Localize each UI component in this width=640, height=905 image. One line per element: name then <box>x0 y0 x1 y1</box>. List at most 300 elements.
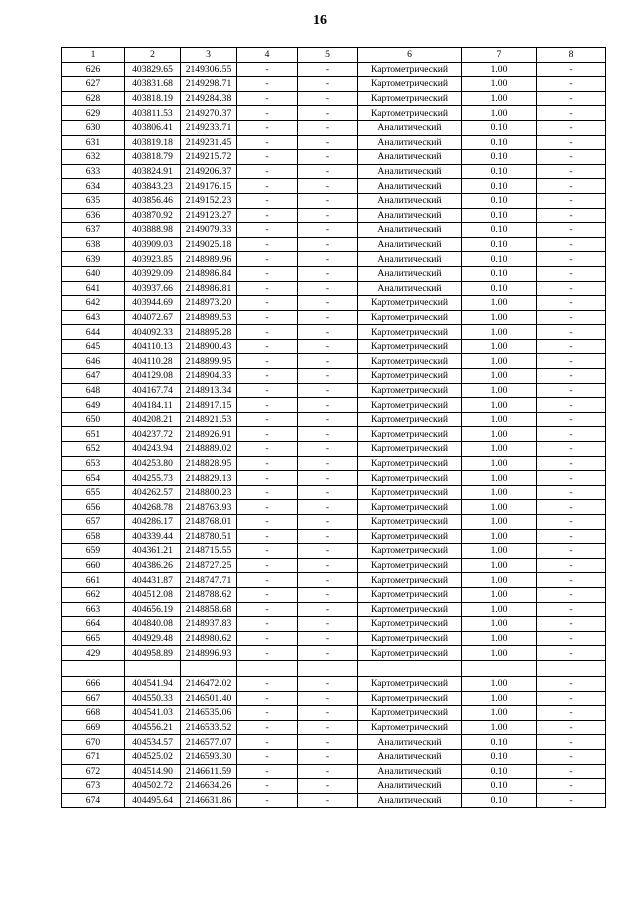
table-cell: 0.10 <box>462 135 537 150</box>
table-cell: 0.10 <box>462 179 537 194</box>
table-cell: - <box>298 135 358 150</box>
page-number: 16 <box>313 13 327 28</box>
table-cell: - <box>298 779 358 794</box>
table-cell: - <box>237 646 298 661</box>
table-cell: - <box>537 310 606 325</box>
table-row <box>62 193 606 208</box>
table-cell: 2148917.15 <box>181 398 237 413</box>
table-row <box>62 325 606 340</box>
table-cell: 1.00 <box>462 515 537 530</box>
table-cell: - <box>298 164 358 179</box>
table-cell: 629 <box>62 106 125 121</box>
table-cell: - <box>298 383 358 398</box>
table-cell: - <box>237 456 298 471</box>
table-cell <box>358 660 462 676</box>
table-row <box>62 120 606 135</box>
table-row <box>62 602 606 617</box>
table-cell: 0.10 <box>462 266 537 281</box>
table-cell: - <box>537 237 606 252</box>
table-cell: 403909.03 <box>125 237 181 252</box>
table-cell: 666 <box>62 676 125 691</box>
table-cell: - <box>537 427 606 442</box>
table-cell: 403937.66 <box>125 281 181 296</box>
table-cell: 1.00 <box>462 500 537 515</box>
table-row <box>62 237 606 252</box>
table-cell: 2148937.83 <box>181 617 237 632</box>
table-cell: - <box>537 706 606 721</box>
table-cell: Аналитический <box>358 150 462 165</box>
table-row <box>62 793 606 808</box>
table-cell: 0.10 <box>462 208 537 223</box>
table-cell: 2148986.84 <box>181 266 237 281</box>
table-row <box>62 515 606 530</box>
table-row <box>62 779 606 794</box>
table-cell: 2149298.71 <box>181 77 237 92</box>
table-cell: - <box>237 779 298 794</box>
table-cell: 635 <box>62 193 125 208</box>
table-row <box>62 383 606 398</box>
table-cell: Картометрический <box>358 398 462 413</box>
table-cell: 2148921.53 <box>181 412 237 427</box>
table-cell: 1.00 <box>462 602 537 617</box>
table-cell: 2149215.72 <box>181 150 237 165</box>
table-cell: 404431.87 <box>125 573 181 588</box>
table-cell: 403806.41 <box>125 120 181 135</box>
table-cell: - <box>298 544 358 559</box>
table-cell: 1.00 <box>462 471 537 486</box>
table-cell: - <box>237 164 298 179</box>
table-cell: 663 <box>62 602 125 617</box>
table-cell: - <box>537 764 606 779</box>
table-row <box>62 150 606 165</box>
table-cell: 429 <box>62 646 125 661</box>
table-row <box>62 354 606 369</box>
table-cell: - <box>537 120 606 135</box>
table-cell: - <box>237 515 298 530</box>
table-cell: - <box>537 602 606 617</box>
table-cell: - <box>298 676 358 691</box>
table-cell: - <box>237 281 298 296</box>
table-cell: - <box>298 237 358 252</box>
table-cell: Картометрический <box>358 631 462 646</box>
table-cell: 0.10 <box>462 150 537 165</box>
table-cell: - <box>237 150 298 165</box>
table-row <box>62 179 606 194</box>
table-cell: 404550.33 <box>125 691 181 706</box>
table-cell: Картометрический <box>358 529 462 544</box>
table-cell: 1.00 <box>462 617 537 632</box>
table-cell: 0.10 <box>462 764 537 779</box>
table-cell: - <box>537 720 606 735</box>
table-cell: 641 <box>62 281 125 296</box>
table-cell: 2148829.13 <box>181 471 237 486</box>
table-cell: - <box>298 500 358 515</box>
table-cell: - <box>237 398 298 413</box>
table-cell: 404541.03 <box>125 706 181 721</box>
table-cell: 2146472.02 <box>181 676 237 691</box>
table-cell: 2149284.38 <box>181 91 237 106</box>
table-cell: 404656.19 <box>125 602 181 617</box>
table-cell: - <box>298 412 358 427</box>
table-cell: 1.00 <box>462 720 537 735</box>
table-cell: - <box>298 558 358 573</box>
table-cell: Картометрический <box>358 427 462 442</box>
table-cell: 1.00 <box>462 383 537 398</box>
table-cell: 2148989.53 <box>181 310 237 325</box>
coordinates-table <box>61 47 606 808</box>
table-cell: 2148913.34 <box>181 383 237 398</box>
table-cell: 2149206.37 <box>181 164 237 179</box>
table-cell: - <box>537 281 606 296</box>
table-cell: 2148889.02 <box>181 442 237 457</box>
table-cell: 2149152.23 <box>181 193 237 208</box>
table-cell: Картометрический <box>358 339 462 354</box>
table-cell: 630 <box>62 120 125 135</box>
table-cell: - <box>537 617 606 632</box>
table-cell: 0.10 <box>462 237 537 252</box>
table-cell: 1.00 <box>462 62 537 77</box>
column-header: 6 <box>358 48 462 63</box>
table-cell: - <box>237 412 298 427</box>
table-cell: 638 <box>62 237 125 252</box>
table-cell: - <box>298 91 358 106</box>
table-cell: - <box>298 793 358 808</box>
table-cell: 404184.11 <box>125 398 181 413</box>
table-cell: Картометрический <box>358 676 462 691</box>
table-row <box>62 91 606 106</box>
table-row <box>62 691 606 706</box>
table-cell: 0.10 <box>462 252 537 267</box>
table-cell: Картометрический <box>358 515 462 530</box>
table-cell: 2149079.33 <box>181 223 237 238</box>
table-cell: - <box>237 77 298 92</box>
table-cell: 661 <box>62 573 125 588</box>
table-cell: 2148828.95 <box>181 456 237 471</box>
table-row <box>62 442 606 457</box>
table-cell: Картометрический <box>358 354 462 369</box>
table-cell: 404556.21 <box>125 720 181 735</box>
table-cell: - <box>298 150 358 165</box>
table-cell: - <box>298 339 358 354</box>
table-cell: Картометрический <box>358 587 462 602</box>
table-cell: 404072.67 <box>125 310 181 325</box>
table-cell: - <box>537 77 606 92</box>
table-row <box>62 558 606 573</box>
table-cell: - <box>537 252 606 267</box>
table-cell: - <box>537 106 606 121</box>
table-cell: - <box>237 310 298 325</box>
table-cell: - <box>537 646 606 661</box>
table-cell: 404525.02 <box>125 749 181 764</box>
table-cell: 404268.78 <box>125 500 181 515</box>
table-cell: 0.10 <box>462 735 537 750</box>
table-row <box>62 106 606 121</box>
table-cell: - <box>237 691 298 706</box>
table-cell: - <box>237 120 298 135</box>
table-cell: - <box>237 793 298 808</box>
table-cell: - <box>237 252 298 267</box>
table-row <box>62 266 606 281</box>
table-cell: Аналитический <box>358 208 462 223</box>
table-cell: - <box>537 193 606 208</box>
table-cell: Картометрический <box>358 325 462 340</box>
table-cell: Картометрический <box>358 720 462 735</box>
table-cell: 0.10 <box>462 779 537 794</box>
table-cell: Картометрический <box>358 442 462 457</box>
table-cell: - <box>237 735 298 750</box>
table-row <box>62 735 606 750</box>
table-cell: - <box>537 631 606 646</box>
table-cell <box>237 660 298 676</box>
table-cell: 1.00 <box>462 427 537 442</box>
table-cell: - <box>237 544 298 559</box>
table-cell <box>462 660 537 676</box>
table-cell: Аналитический <box>358 179 462 194</box>
table-cell: 670 <box>62 735 125 750</box>
table-row <box>62 587 606 602</box>
table-cell: 2148895.28 <box>181 325 237 340</box>
table-cell: - <box>237 91 298 106</box>
table-cell: 2148926.91 <box>181 427 237 442</box>
table-cell: Картометрический <box>358 91 462 106</box>
table-cell: 2149176.15 <box>181 179 237 194</box>
table-cell: 403870.92 <box>125 208 181 223</box>
table-row <box>62 252 606 267</box>
table-cell: - <box>298 120 358 135</box>
table-cell <box>125 660 181 676</box>
table-cell: - <box>537 442 606 457</box>
table-row <box>62 135 606 150</box>
table-cell: 662 <box>62 587 125 602</box>
table-cell: - <box>537 544 606 559</box>
table-cell: - <box>237 602 298 617</box>
table-cell: 2148800.23 <box>181 485 237 500</box>
table-cell: 674 <box>62 793 125 808</box>
table-cell: 657 <box>62 515 125 530</box>
table-cell: Аналитический <box>358 164 462 179</box>
table-cell: 2146634.26 <box>181 779 237 794</box>
table-cell: - <box>298 179 358 194</box>
table-cell: 651 <box>62 427 125 442</box>
table-cell: - <box>237 193 298 208</box>
table-cell: 2149025.18 <box>181 237 237 252</box>
table-cell: Аналитический <box>358 135 462 150</box>
table-cell: - <box>298 485 358 500</box>
table-row <box>62 764 606 779</box>
table-row <box>62 164 606 179</box>
table-cell: 404534.57 <box>125 735 181 750</box>
table-cell: - <box>298 310 358 325</box>
table-cell: 403856.46 <box>125 193 181 208</box>
table-cell: - <box>537 91 606 106</box>
table-cell: 634 <box>62 179 125 194</box>
table-cell: 2148989.96 <box>181 252 237 267</box>
table-cell: 404262.57 <box>125 485 181 500</box>
table-cell: - <box>298 529 358 544</box>
table-cell: 2149270.37 <box>181 106 237 121</box>
table-cell: Картометрический <box>358 369 462 384</box>
table-cell: Картометрический <box>358 646 462 661</box>
table-cell: - <box>237 558 298 573</box>
table-cell: - <box>237 296 298 311</box>
table-cell: 403923.85 <box>125 252 181 267</box>
table-cell: - <box>237 631 298 646</box>
table-header-row <box>62 48 606 63</box>
table-cell: Аналитический <box>358 779 462 794</box>
table-cell: - <box>537 266 606 281</box>
table-cell: - <box>537 587 606 602</box>
table-cell: - <box>537 529 606 544</box>
table-cell: 647 <box>62 369 125 384</box>
table-cell: - <box>298 77 358 92</box>
table-cell: 404958.89 <box>125 646 181 661</box>
table-cell: 652 <box>62 442 125 457</box>
table-cell: - <box>237 237 298 252</box>
table-cell: Аналитический <box>358 281 462 296</box>
table-cell: 1.00 <box>462 529 537 544</box>
table-cell: Картометрический <box>358 500 462 515</box>
table-cell: 1.00 <box>462 412 537 427</box>
table-cell: 404541.94 <box>125 676 181 691</box>
table-cell: - <box>537 339 606 354</box>
table-row <box>62 339 606 354</box>
table-cell: - <box>298 602 358 617</box>
table-cell: 637 <box>62 223 125 238</box>
table-cell: - <box>298 427 358 442</box>
table-cell: 650 <box>62 412 125 427</box>
column-header: 8 <box>537 48 606 63</box>
table-row <box>62 485 606 500</box>
table-row <box>62 281 606 296</box>
table-cell: 0.10 <box>462 281 537 296</box>
table-cell: 2149306.55 <box>181 62 237 77</box>
table-cell: - <box>237 529 298 544</box>
table-cell: 659 <box>62 544 125 559</box>
table-cell: 403824.91 <box>125 164 181 179</box>
table-cell: 673 <box>62 779 125 794</box>
table-cell: 654 <box>62 471 125 486</box>
table-cell: 403818.79 <box>125 150 181 165</box>
table-cell: Картометрический <box>358 77 462 92</box>
table-row <box>62 369 606 384</box>
table-row <box>62 398 606 413</box>
table-cell: - <box>537 676 606 691</box>
table-row <box>62 208 606 223</box>
table-cell: 1.00 <box>462 325 537 340</box>
table-cell: 2146631.86 <box>181 793 237 808</box>
table-cell: 631 <box>62 135 125 150</box>
table-cell: Картометрический <box>358 573 462 588</box>
table-row <box>62 706 606 721</box>
table-cell: 2148780.51 <box>181 529 237 544</box>
table-cell: 1.00 <box>462 106 537 121</box>
table-cell: - <box>537 62 606 77</box>
table-row <box>62 617 606 632</box>
table-row <box>62 529 606 544</box>
table-row <box>62 310 606 325</box>
table-row <box>62 720 606 735</box>
table-cell: Картометрический <box>358 558 462 573</box>
table-cell: - <box>298 706 358 721</box>
table-cell: Картометрический <box>358 471 462 486</box>
table-cell: - <box>537 135 606 150</box>
table-cell: Аналитический <box>358 793 462 808</box>
table-cell: - <box>537 485 606 500</box>
table-cell: - <box>237 500 298 515</box>
table-cell: 649 <box>62 398 125 413</box>
table-cell: 632 <box>62 150 125 165</box>
table-cell: - <box>298 193 358 208</box>
table-cell <box>298 660 358 676</box>
table-row <box>62 544 606 559</box>
table-cell: - <box>298 631 358 646</box>
table-cell: - <box>298 720 358 735</box>
table-cell: - <box>537 325 606 340</box>
table-cell: 2148727.25 <box>181 558 237 573</box>
table-cell: - <box>237 208 298 223</box>
table-cell: - <box>237 325 298 340</box>
table-cell: 1.00 <box>462 398 537 413</box>
table-cell: 1.00 <box>462 456 537 471</box>
table-cell: - <box>298 646 358 661</box>
table-cell: Аналитический <box>358 764 462 779</box>
table-cell: - <box>537 398 606 413</box>
table-cell: - <box>537 749 606 764</box>
table-cell: 403831.68 <box>125 77 181 92</box>
table-cell: - <box>298 735 358 750</box>
table-cell: - <box>237 427 298 442</box>
table-cell: 2146577.07 <box>181 735 237 750</box>
table-cell: - <box>237 471 298 486</box>
table-cell: 653 <box>62 456 125 471</box>
table-cell: - <box>237 354 298 369</box>
table-cell: 1.00 <box>462 706 537 721</box>
table-cell: 403829.65 <box>125 62 181 77</box>
table-cell: - <box>298 62 358 77</box>
table-cell: 2148973.20 <box>181 296 237 311</box>
table-row <box>62 427 606 442</box>
table-cell: - <box>298 764 358 779</box>
table-row <box>62 676 606 691</box>
table-cell: Картометрический <box>358 62 462 77</box>
table-cell: 0.10 <box>462 193 537 208</box>
table-cell: 648 <box>62 383 125 398</box>
table-cell: 404110.13 <box>125 339 181 354</box>
table-cell: 1.00 <box>462 77 537 92</box>
table-cell: 1.00 <box>462 587 537 602</box>
table-cell: - <box>237 383 298 398</box>
table-cell: - <box>537 223 606 238</box>
table-cell: - <box>298 587 358 602</box>
table-row <box>62 296 606 311</box>
table-cell: 404167.74 <box>125 383 181 398</box>
table-cell: 643 <box>62 310 125 325</box>
table-cell: 645 <box>62 339 125 354</box>
table-cell: 636 <box>62 208 125 223</box>
table-cell: - <box>237 106 298 121</box>
table-row <box>62 62 606 77</box>
table-row <box>62 412 606 427</box>
table-cell: Картометрический <box>358 485 462 500</box>
table-cell: - <box>298 617 358 632</box>
table-cell: 627 <box>62 77 125 92</box>
table-cell: 0.10 <box>462 793 537 808</box>
table-cell: 0.10 <box>462 120 537 135</box>
table-cell: - <box>537 383 606 398</box>
table-cell: 404110.28 <box>125 354 181 369</box>
table-cell: 403944.69 <box>125 296 181 311</box>
table-cell: 404514.90 <box>125 764 181 779</box>
